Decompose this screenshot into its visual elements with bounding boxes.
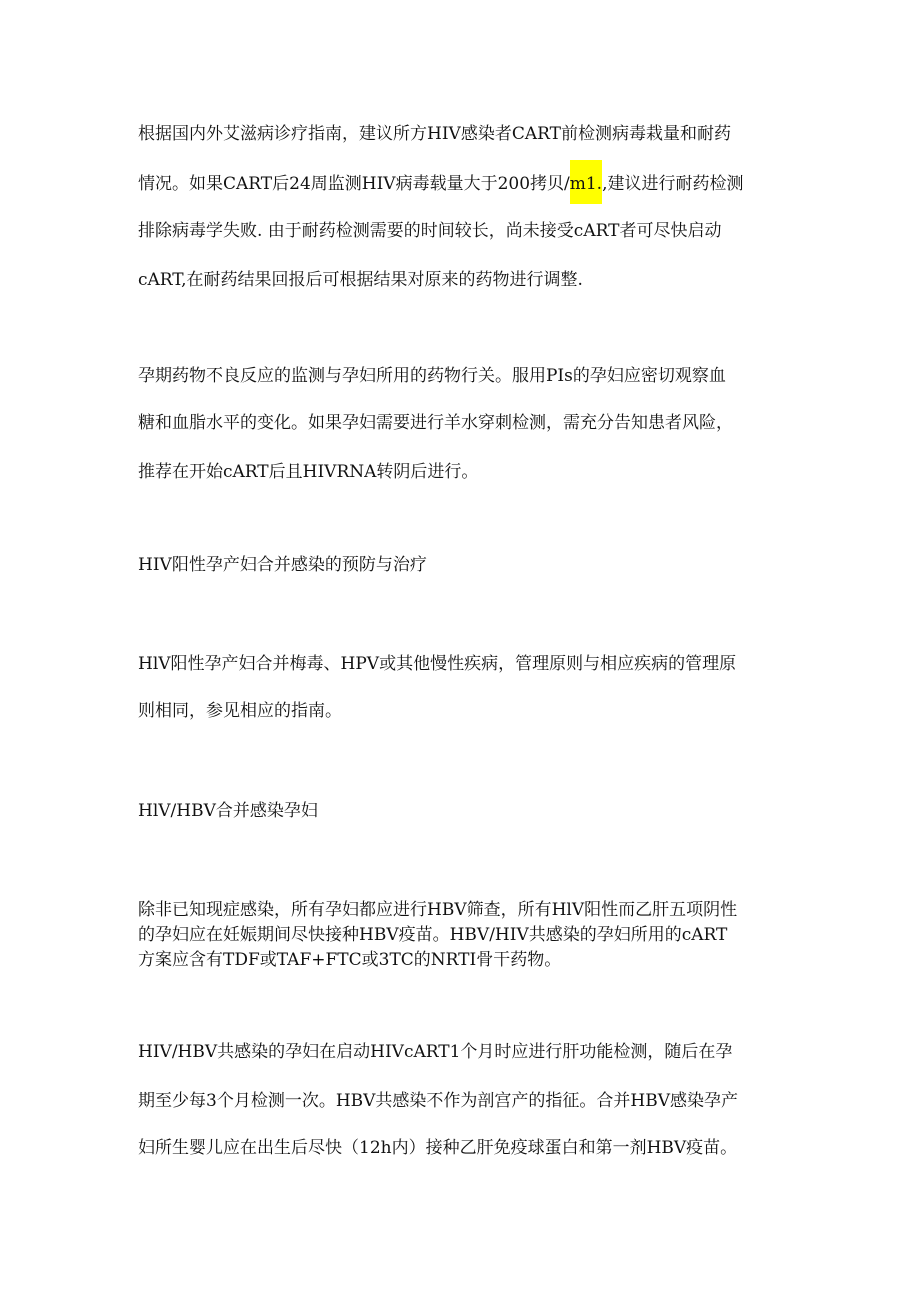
text-line [138,172,744,196]
text-line: 的孕妇应在妊娠期间尽快接种HBV疫苗。HBV/HIV共感染的孕妇所用的cART [138,925,728,945]
text-line: 方案应含有TDF或TAF+FTC或3TC的NRTI骨干药物。 [138,950,562,970]
text-line: cART,在耐药结果回报后可根据结果对原来的药物进行调整. [138,270,583,290]
section-heading: HlV/HBV合并感染孕妇 [138,801,318,821]
section-heading: HIV阳性孕产妇合并感染的预防与治疗 [138,555,427,575]
text-line: 排除病毒学失败. 由于耐药检测需要的时间较长，尚未接受cART者可尽快启动 [138,221,722,241]
text-line: 糖和血脂水平的变化。如果孕妇需要进行羊水穿刺检测，需充分告知患者风险， [138,413,733,433]
text-line: 除非已知现症感染，所有孕妇都应进行HBV筛查，所有HlV阳性而乙肝五项阴性 [138,900,738,920]
text-segment: ,建议进行耐药检测 [602,174,744,194]
highlighted-text: m1. [570,160,602,204]
text-line: 推荐在开始cART后且HIVRNA转阴后进行。 [138,462,479,482]
text-line: 孕期药物不良反应的监测与孕妇所用的药物行关。服用PIs的孕妇应密切观察血 [138,366,726,386]
text-line: 期至少每3个月检测一次。HBV共感染不作为剖宫产的指征。合并HBV感染孕产 [138,1091,739,1111]
text-line: 根据国内外艾滋病诊疗指南，建议所方HIV感染者CART前检测病毒栽量和耐药 [138,124,731,144]
text-segment: 情况。如果CART后24周监测HIV病毒载量大于200拷贝/ [138,174,570,194]
text-line: 妇所生婴儿应在出生后尽快（12h内）接种乙肝免疫球蛋白和第一剂HBV疫苗。 [138,1138,738,1158]
text-line: HlV阳性孕产妇合并梅毒、HPV或其他慢性疾病，管理原则与相应疾病的管理原 [138,654,737,674]
text-line: HIV/HBV共感染的孕妇在启动HIVcART1个月时应进行肝功能检测，随后在孕 [138,1042,733,1062]
text-line: 则相同，参见相应的指南。 [138,701,342,721]
